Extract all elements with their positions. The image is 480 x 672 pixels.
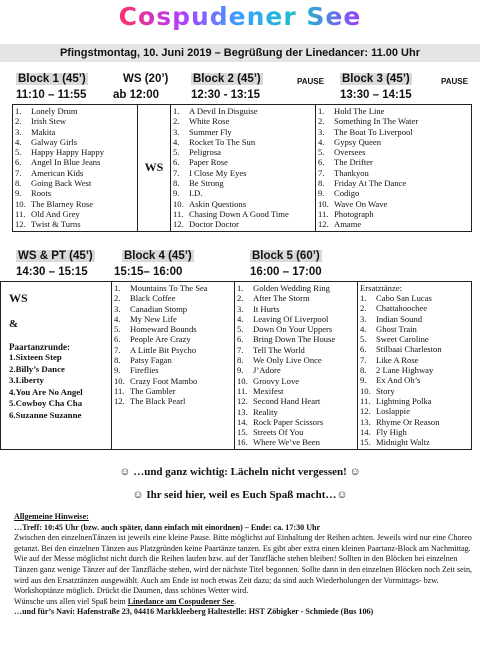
song-item: 11. Old And Grey xyxy=(15,208,80,219)
block2-header: Block 2 (45’) xyxy=(193,73,261,85)
ersatz-song-list xyxy=(360,293,469,447)
song-item: 11. Mexifest xyxy=(237,385,284,396)
ws-header: WS (20’) xyxy=(123,73,169,85)
slogan-fun: ☺ Ihr seid hier, weil es Euch Spaß macht…☺ xyxy=(132,489,348,501)
song-item: 11. Lightning Polka xyxy=(360,395,432,406)
song-item: 1. Mountains To The Sea xyxy=(114,283,208,293)
song-item: 11. The Gambler xyxy=(114,385,176,396)
song-item: 9. Ex And Oh’s xyxy=(360,375,421,386)
song-item: 12. Amame xyxy=(318,219,362,230)
block2-time: 12:30 - 13:15 xyxy=(191,89,261,101)
pause-label-1: PAUSE xyxy=(297,77,324,86)
song-item: 9. J’Adore xyxy=(237,365,281,376)
song-item: 6. Bring Down The House xyxy=(237,334,336,345)
song-item: 1. Hold The Line xyxy=(318,106,385,116)
notes-paragraph-1: Zwischen den einzelnenTänzen ist jeweils eine kleine Pause. Bitte möglichst auf Einhaltung der Reihen achten. Jeweils wird nur eine Choreo getanzt. Bei den einzelnen Tänzen aus Platzgründen keine Paartänze tanzen. Es gibt aber extra einen kleinen Paartanz-Block am Nachmittag. xyxy=(14,533,472,553)
song-item: 5. Peligrosa xyxy=(173,147,221,158)
block2-cell xyxy=(171,105,316,232)
song-item: 15. Streets Of You xyxy=(237,427,304,438)
song-item: 9. Roots xyxy=(15,188,52,199)
song-item: 7. Thankyou xyxy=(318,167,369,178)
song-item: 11. Chasing Down A Good Time xyxy=(173,208,289,219)
ampersand: & xyxy=(9,318,19,330)
song-item: 5. Oversees xyxy=(318,147,366,158)
song-item: 14. Fly High xyxy=(360,426,407,437)
ws-time: ab 12:00 xyxy=(113,89,160,101)
song-item: 5. Happy Happy Happy xyxy=(15,147,105,158)
song-item: 6. Paper Rose xyxy=(173,157,228,168)
block1-time: 11:10 – 11:55 xyxy=(16,89,87,101)
song-item: 3. It Hurts xyxy=(237,303,280,314)
notes-navigation: …und für’s Navi: Hafenstraße 23, 04416 Markkleeberg Haltestelle: HST Zöbigker - Schmiede (Bus 106) xyxy=(14,607,374,617)
song-item: 4. Gypsy Queen xyxy=(318,136,382,147)
block4-song-list xyxy=(114,283,232,407)
wspt-header: WS & PT (45’) xyxy=(18,250,93,262)
block3-song-list xyxy=(318,106,469,230)
block4-time: 15:15– 16:00 xyxy=(114,266,183,278)
song-item: 13. Reality xyxy=(237,406,278,417)
slogan-smile: ☺ …und ganz wichtig: Lächeln nicht vergessen! ☺ xyxy=(119,466,361,478)
song-item: 1. Lonely Drum xyxy=(15,106,78,116)
song-item: 8. Be Strong xyxy=(173,178,224,189)
song-item: 2. White Rose xyxy=(173,116,230,127)
block3-cell xyxy=(316,105,472,232)
song-item: 10. Story xyxy=(360,385,395,396)
song-item: 11. Photograph xyxy=(318,208,374,219)
song-item: 10. Askin Questions xyxy=(173,198,247,209)
song-item: 15. Midnight Waltz xyxy=(360,437,430,448)
schedule-table-2 xyxy=(0,281,472,450)
song-item: 2.Billy’s Dance xyxy=(9,363,65,374)
song-item: 6. The Drifter xyxy=(318,157,373,168)
block1-song-list xyxy=(15,106,135,230)
song-item: 10. Crazy Foot Mambo xyxy=(114,375,198,386)
song-item: 1. Cabo San Lucas xyxy=(360,293,432,303)
song-item: 7. American Kids xyxy=(15,167,84,178)
pause-label-2: PAUSE xyxy=(441,77,468,86)
song-item: 3. Summer Fly xyxy=(173,126,232,137)
song-item: 2. Black Coffee xyxy=(114,293,176,304)
song-item: 12. Second Hand Heart xyxy=(237,396,321,407)
block4-cell xyxy=(112,282,235,450)
song-item: 6. Angel In Blue Jeans xyxy=(15,157,101,168)
song-item: 4.You Are No Angel xyxy=(9,386,83,397)
song-item: 16. Where We’ve Been xyxy=(237,437,320,448)
song-item: 9. Fireflies xyxy=(114,365,159,376)
song-item: 9. Codigo xyxy=(318,188,360,199)
block3-header: Block 3 (45’) xyxy=(342,73,410,85)
partner-song-list xyxy=(9,352,109,421)
block5-header: Block 5 (60’) xyxy=(252,250,320,262)
wspt-time: 14:30 – 15:15 xyxy=(16,266,88,278)
block5-song-list xyxy=(237,283,355,448)
song-item: 2. Irish Stew xyxy=(15,116,67,127)
song-item: 7. I Close My Eyes xyxy=(173,167,247,178)
song-item: 2. After The Storm xyxy=(237,293,310,304)
block1-cell xyxy=(13,105,138,232)
ws-label: WS xyxy=(9,291,28,305)
song-item: 6. People Are Crazy xyxy=(114,334,191,345)
song-item: 12. The Black Pearl xyxy=(114,396,186,407)
song-item: 1. Golden Wedding Ring xyxy=(237,283,330,293)
page-title: Cospudener See xyxy=(0,2,480,31)
song-item: 3.Liberty xyxy=(9,375,44,385)
song-item: 8. We Only Live Once xyxy=(237,355,322,366)
song-item: 4. Galway Girls xyxy=(15,136,78,147)
ersatz-cell xyxy=(358,282,472,450)
notes-meeting-time: …Treff: 10:45 Uhr (bzw. auch später, dann einfach mit einordnen) – Ende: ca. 17:30 Uhr xyxy=(14,522,321,532)
song-item: 3. Canadian Stomp xyxy=(114,303,188,314)
song-item: 7. Like A Rose xyxy=(360,354,419,365)
partner-round-label: Paartanzrunde: xyxy=(9,342,70,352)
song-item: 2. Something In The Water xyxy=(318,116,419,127)
block5-cell xyxy=(235,282,358,450)
general-notes xyxy=(14,512,474,618)
song-item: 5. Sweet Caroline xyxy=(360,334,429,345)
song-item: 12. Loslappie xyxy=(360,406,410,417)
event-subtitle: Pfingstmontag, 10. Juni 2019 – Begrüßung der Linedancer: 11.00 Uhr xyxy=(0,44,480,62)
block3-time: 13:30 – 14:15 xyxy=(340,89,412,101)
song-item: 4. Leaving Of Liverpool xyxy=(237,313,329,324)
song-item: 4. My New Life xyxy=(114,313,177,324)
song-item: 6. Stilbaai Charleston xyxy=(360,344,442,355)
song-item: 8. Patsy Fagan xyxy=(114,355,172,366)
block5-time: 16:00 – 17:00 xyxy=(250,266,322,278)
song-item: 8. 2 Lane Highway xyxy=(360,365,434,376)
notes-title: Allgemeine Hinweise: xyxy=(14,512,89,521)
song-item: 1.Sixteen Step xyxy=(9,352,62,362)
song-item: 1. A Devil In Disguise xyxy=(173,106,258,116)
song-item: 13. Rhyme Or Reason xyxy=(360,416,440,427)
song-item: 8. Going Back West xyxy=(15,178,92,189)
block4-header: Block 4 (45’) xyxy=(124,250,192,262)
song-item: 12. Doctor Doctor xyxy=(173,219,239,230)
song-item: 10. The Blarney Rose xyxy=(15,198,94,209)
song-item: 7. A Little Bit Psycho xyxy=(114,344,197,355)
notes-paragraph-3: Wünsche uns allen viel Spaß beim Linedance am Cospudener See. xyxy=(14,596,236,606)
song-item: 5. Down On Your Uppers xyxy=(237,324,333,335)
block1-header: Block 1 (45’) xyxy=(18,73,86,85)
song-item: 4. Ghost Train xyxy=(360,323,417,334)
song-item: 2. Chattahoochee xyxy=(360,303,428,314)
block2-song-list xyxy=(173,106,313,230)
song-item: 10. Wave On Wave xyxy=(318,198,388,209)
song-item: 3. Indian Sound xyxy=(360,313,423,324)
song-item: 14. Rock Paper Scissors xyxy=(237,416,324,427)
song-item: 8. Friday At The Dance xyxy=(318,178,407,189)
song-item: 5.Cowboy Cha Cha xyxy=(9,398,83,408)
schedule-table-1 xyxy=(12,104,472,232)
wspt-cell xyxy=(1,282,112,450)
song-item: 6.Suzanne Suzanne xyxy=(9,409,82,420)
song-item: 7. Tell The World xyxy=(237,344,305,355)
ws-cell: WS xyxy=(138,105,171,232)
song-item: 9. I.D. xyxy=(173,188,203,199)
song-item: 3. Makita xyxy=(15,126,56,137)
song-item: 5. Homeward Bounds xyxy=(114,324,197,335)
song-item: 3. The Boat To Liverpool xyxy=(318,126,413,137)
song-item: 10. Groovy Love xyxy=(237,375,300,386)
song-item: 4. Rocket To The Sun xyxy=(173,136,256,147)
song-item: 12. Twist & Turns xyxy=(15,219,81,230)
ersatz-title: Ersatztänze: xyxy=(360,283,402,293)
notes-paragraph-2: Wie auf der Messe möglichst nicht durch die Reihen laufen bzw. auf der Tanzfläche stehen bleiben! Sollten in den Blöcken bei einzelnen Tänzen ganz wenige Tänzer auf der Tanzfläche stehen, wird der nächste Titel begonnen. Sollte dann in den einzelnen Blöcken noch Zeit sein, wird aus den Ersatztänzen ausgewählt. Auch am Ende ist noch etwas Zeit dazu; da sind auch Wiederholungen der Vormittags- bzw. Workshoptänze möglich. Drückt die Daumen, dass schönes Wetter wird. xyxy=(14,554,473,596)
